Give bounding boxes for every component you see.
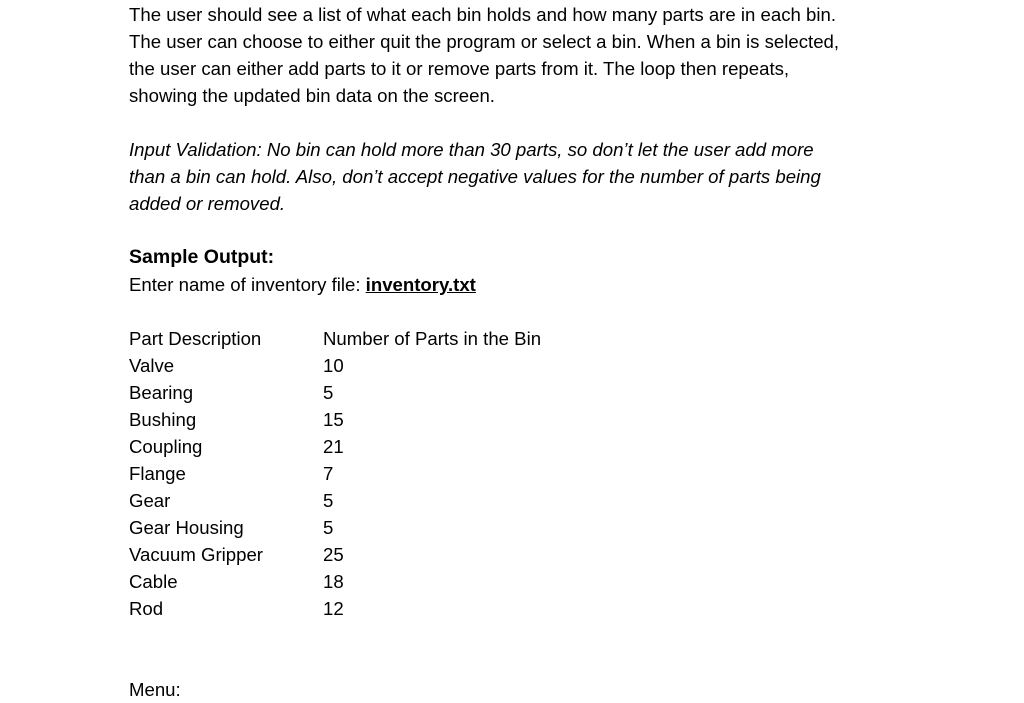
validation-line: Input Validation: No bin can hold more than 30 parts, so don’t let the user add more	[129, 139, 814, 160]
paragraph-line: The user can choose to either quit the program or select a bin. When a bin is selected,	[129, 31, 840, 52]
part-name: Flange	[129, 463, 186, 484]
inventory-file-prompt	[129, 271, 909, 298]
table-row	[129, 487, 909, 514]
part-name: Cable	[129, 571, 178, 592]
sample-output-heading: Sample Output:	[129, 246, 275, 268]
part-count: 5	[323, 490, 334, 511]
header-number-of-parts: Number of Parts in the Bin	[323, 328, 542, 349]
table-row	[129, 352, 909, 379]
table-row	[129, 433, 909, 460]
part-count: 18	[323, 571, 344, 592]
paragraph-line: the user can either add parts to it or remove parts from it. The loop then repeats,	[129, 58, 790, 79]
part-name: Vacuum Gripper	[129, 544, 263, 565]
part-count: 12	[323, 598, 344, 619]
table-row	[129, 541, 909, 568]
part-count: 7	[323, 463, 334, 484]
part-name: Rod	[129, 598, 164, 619]
table-row	[129, 379, 909, 406]
prompt-label: Enter name of inventory file:	[129, 274, 366, 295]
part-count: 21	[323, 436, 344, 457]
part-count: 10	[323, 355, 344, 376]
part-name: Gear Housing	[129, 517, 244, 538]
part-count: 25	[323, 544, 344, 565]
part-count: 5	[323, 382, 334, 403]
document-page	[129, 0, 909, 703]
table-row	[129, 595, 909, 622]
paragraph-line: The user should see a list of what each bin holds and how many parts are in each bin.	[129, 4, 836, 25]
table-row	[129, 406, 909, 433]
validation-line: added or removed.	[129, 193, 286, 214]
part-name: Bearing	[129, 382, 194, 403]
part-count: 15	[323, 409, 344, 430]
inventory-filename: inventory.txt	[365, 274, 476, 295]
part-count: 5	[323, 517, 334, 538]
menu-label: Menu:	[129, 679, 181, 700]
paragraph-line: showing the updated bin data on the screen.	[129, 85, 495, 106]
part-name: Valve	[129, 355, 175, 376]
table-row	[129, 568, 909, 595]
part-name: Gear	[129, 490, 171, 511]
table-row	[129, 514, 909, 541]
part-name: Coupling	[129, 436, 203, 457]
part-name: Bushing	[129, 409, 197, 430]
validation-line: than a bin can hold. Also, don’t accept negative values for the number of parts being	[129, 166, 821, 187]
table-row	[129, 460, 909, 487]
header-part-description: Part Description	[129, 328, 262, 349]
table-header-row	[129, 325, 909, 352]
